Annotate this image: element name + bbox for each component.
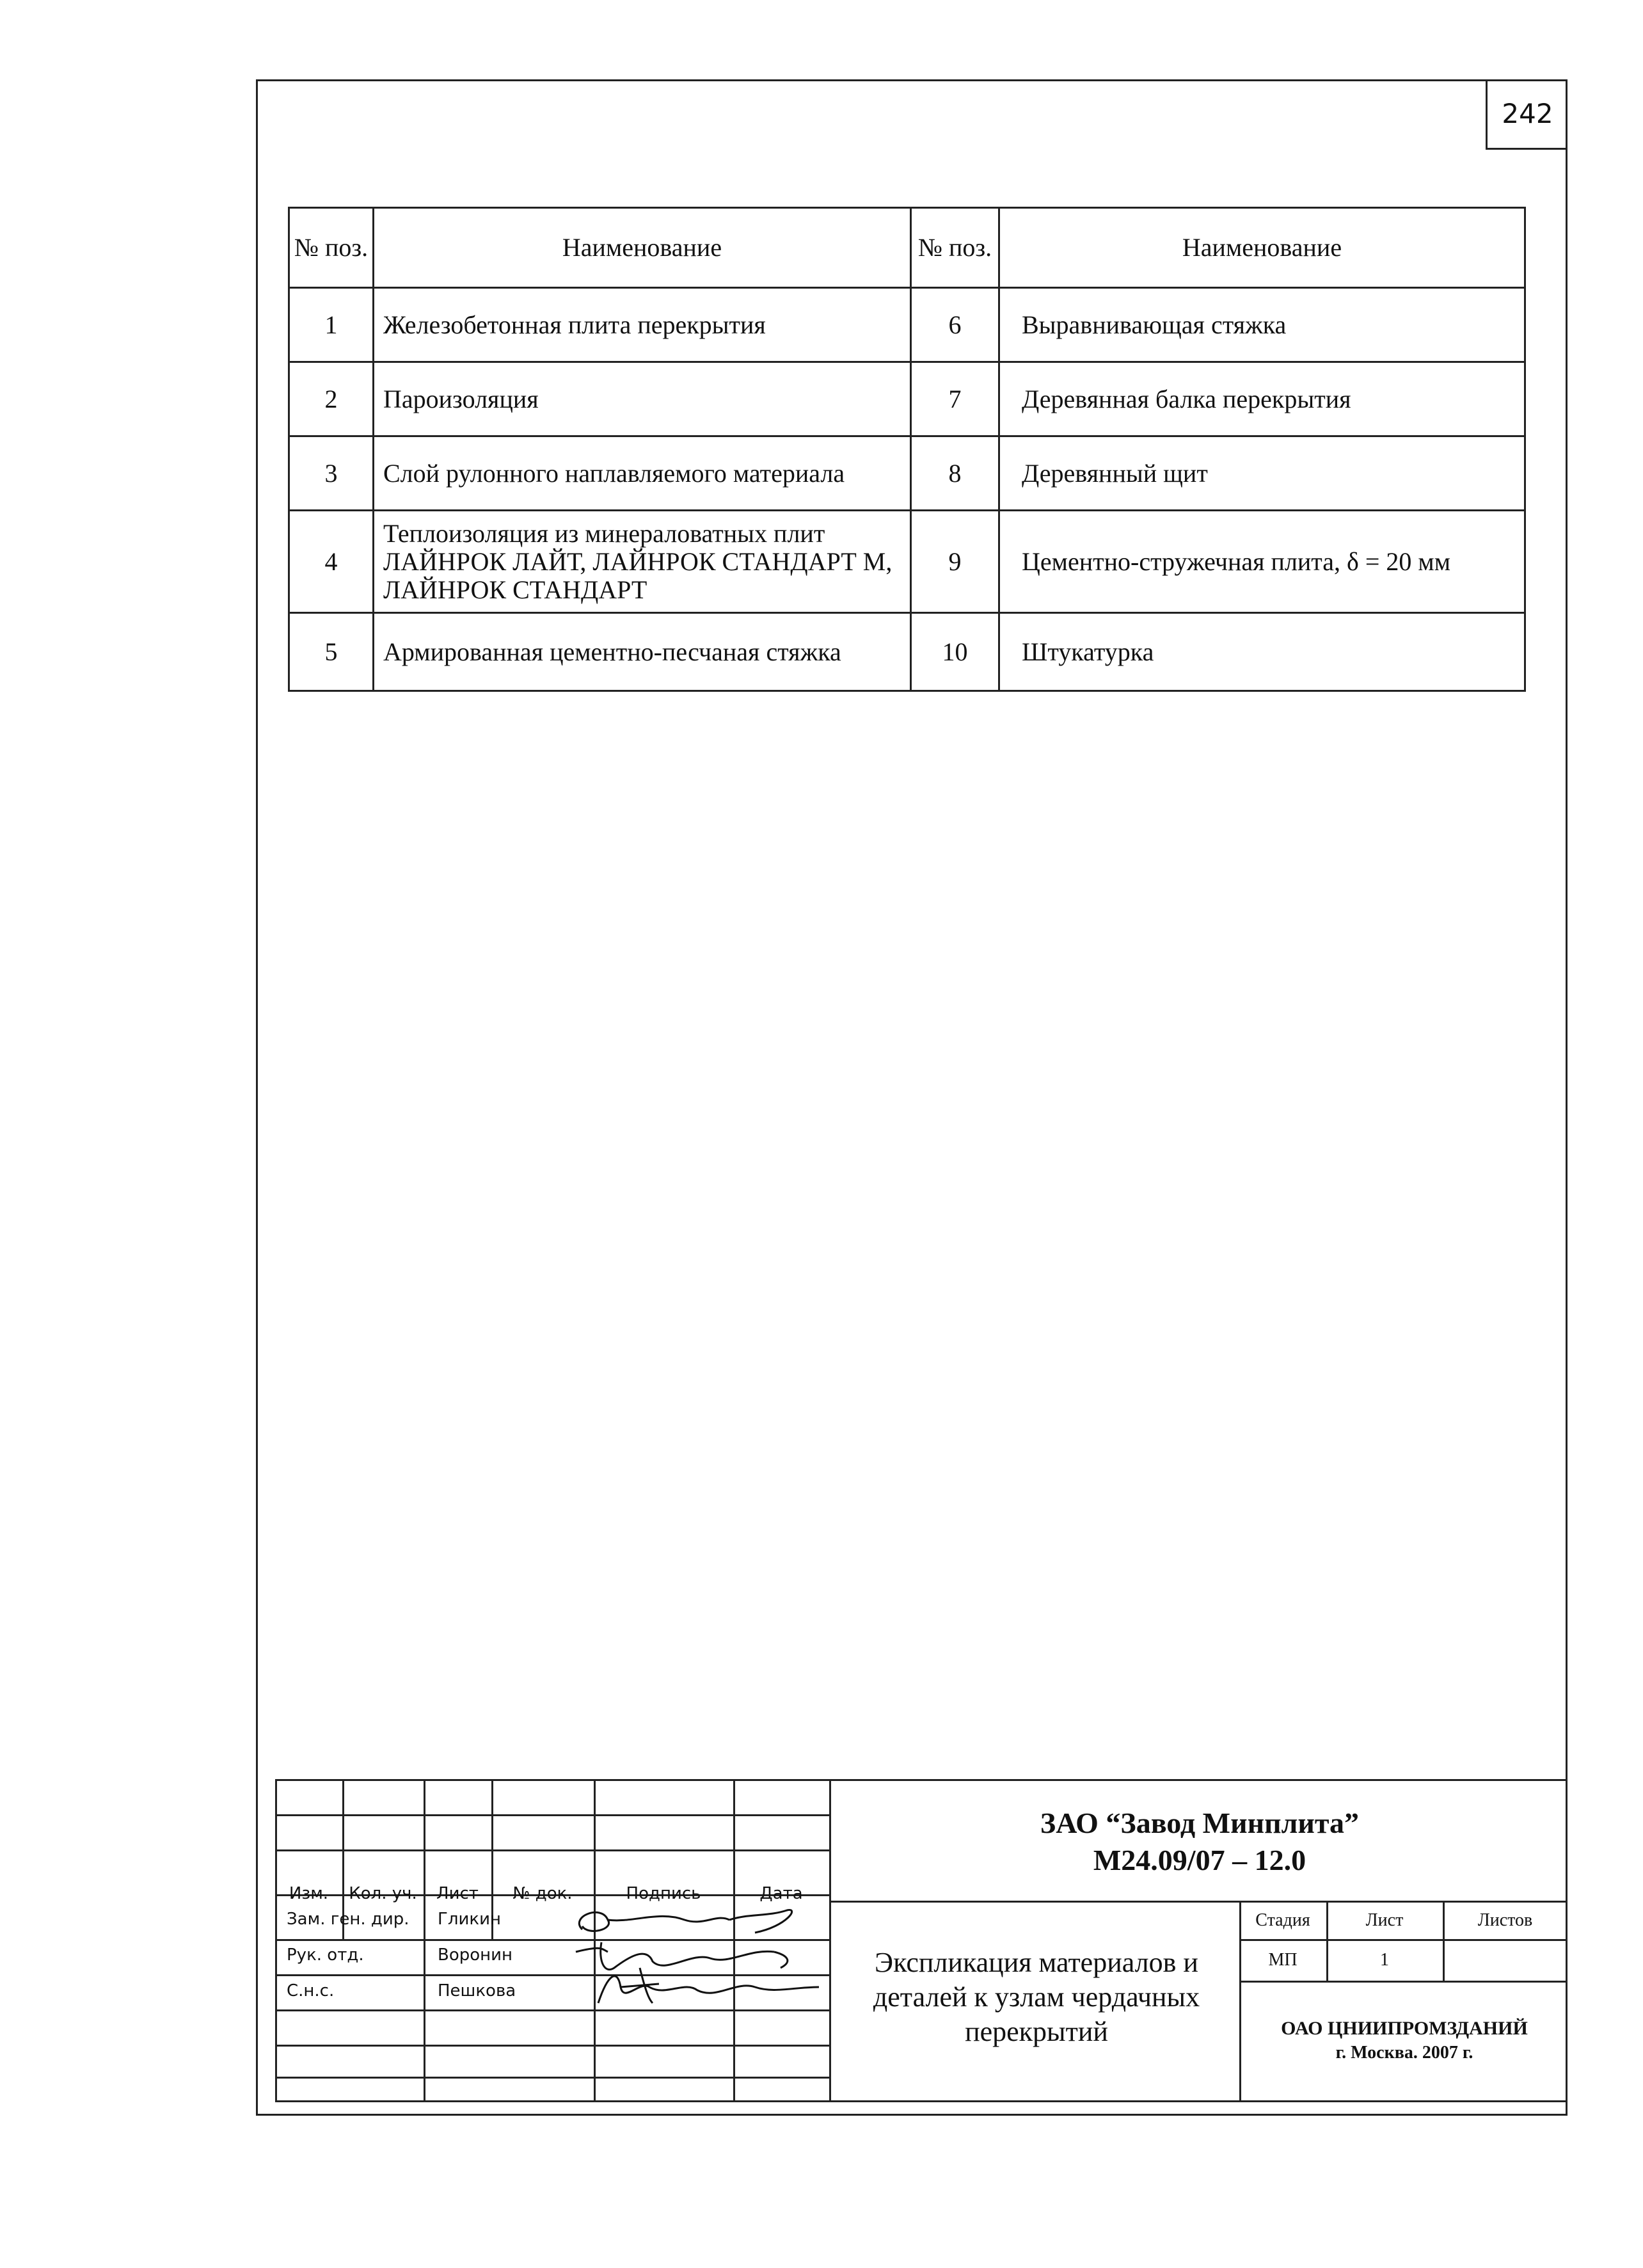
sheet-header: Лист: [1365, 1910, 1404, 1930]
stage-header: Стадия: [1255, 1910, 1310, 1930]
header-pos-left: № поз.: [289, 208, 374, 288]
row-pos-right: 6: [911, 288, 999, 362]
signer-role: Рук. отд.: [287, 1945, 364, 1965]
signature-marks: [563, 1891, 845, 2019]
city-year: г. Москва. 2007 г.: [1335, 2043, 1473, 2063]
row-name-left: Армированная цементно-песчаная стяжка: [374, 613, 911, 691]
col-kol-uch: Кол. уч.: [349, 1884, 417, 1903]
col-n-dok: № док.: [512, 1884, 573, 1903]
row-name-right: Выравнивающая стяжка: [999, 288, 1525, 362]
col-data: Дата: [759, 1884, 803, 1903]
org-block: [832, 1805, 1568, 1879]
row-pos-left: 3: [289, 436, 374, 511]
explication-table: [288, 207, 1526, 692]
signer-role: С.н.с.: [287, 1981, 335, 2000]
table-row: [289, 613, 1525, 691]
col-izm: Изм.: [289, 1884, 329, 1903]
col-list: Лист: [436, 1884, 479, 1903]
table-header-row: [289, 208, 1525, 288]
row-name-left: Слой рулонного наплавляемого материала: [374, 436, 911, 511]
institute-name: ОАО ЦНИИПРОМЗДАНИЙ: [1281, 2018, 1528, 2039]
row-name-left: Теплоизоляция из минераловатных плит ЛАЙНРОК ЛАЙТ, ЛАЙНРОК СТАНДАРТ М, ЛАЙНРОК СТАНДАРТ: [374, 511, 911, 613]
header-name-left: Наименование: [374, 208, 911, 288]
row-pos-right: 9: [911, 511, 999, 613]
header-pos-right: № поз.: [911, 208, 999, 288]
institute-block: [1241, 2016, 1568, 2064]
row-name-right: Деревянная балка перекрытия: [999, 362, 1525, 436]
table-row: [289, 436, 1525, 511]
sheets-header: Листов: [1477, 1910, 1533, 1930]
row-name-right: Цементно-стружечная плита, δ = 20 мм: [999, 511, 1525, 613]
table-row: [289, 288, 1525, 362]
row-pos-right: 10: [911, 613, 999, 691]
org-name: ЗАО “Завод Минплита”: [1040, 1807, 1360, 1839]
row-pos-left: 1: [289, 288, 374, 362]
row-pos-left: 5: [289, 613, 374, 691]
row-pos-left: 4: [289, 511, 374, 613]
row-name-right: Деревянный щит: [999, 436, 1525, 511]
col-podpis: Подпись: [626, 1884, 701, 1903]
row-pos-left: 2: [289, 362, 374, 436]
table-row: [289, 362, 1525, 436]
header-name-right: Наименование: [999, 208, 1525, 288]
signer-name: Пешкова: [438, 1981, 516, 2000]
row-pos-right: 8: [911, 436, 999, 511]
stage-value: МП: [1268, 1950, 1298, 1970]
row-name-right: Штукатурка: [999, 613, 1525, 691]
sheet-value: 1: [1380, 1950, 1389, 1970]
table-row: [289, 511, 1525, 613]
signer-name: Воронин: [438, 1945, 513, 1965]
signer-name: Гликин: [438, 1910, 501, 1929]
row-pos-right: 7: [911, 362, 999, 436]
doc-title: Экспликация материалов и деталей к узлам чердачных перекрытий: [873, 1947, 1200, 2047]
signer-role: Зам. ген. дир.: [287, 1910, 409, 1929]
row-name-left: Железобетонная плита перекрытия: [374, 288, 911, 362]
doc-code: М24.09/07 – 12.0: [1093, 1844, 1306, 1876]
page-number: 242: [1486, 79, 1568, 150]
row-name-left: Пароизоляция: [374, 362, 911, 436]
